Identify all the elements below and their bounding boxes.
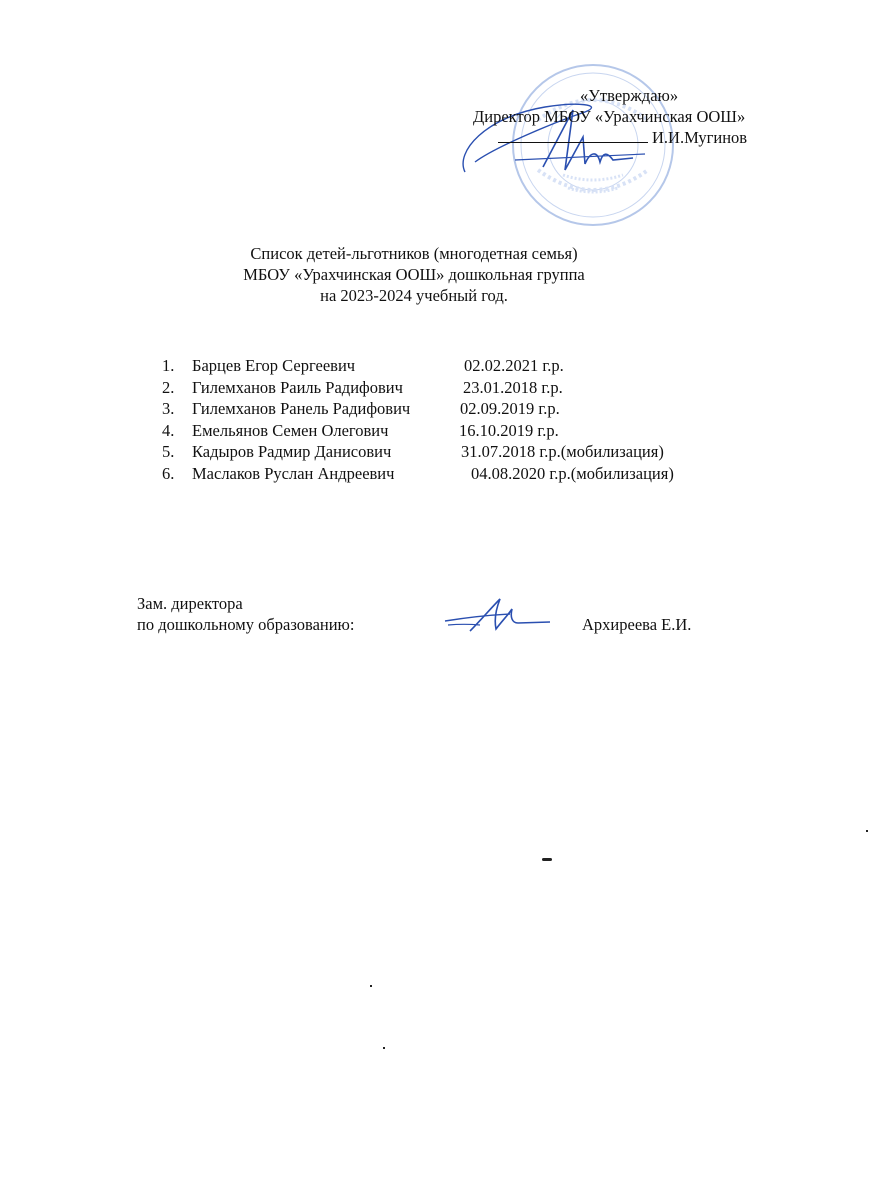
birth-date: 02.02.2021 г.р. [464,356,564,375]
birth-date: 23.01.2018 г.р. [463,377,563,397]
list-item [162,441,674,463]
children-list [162,355,674,484]
scan-speck [370,985,372,987]
footer-position-line-2: по дошкольному образованию: [137,615,355,634]
item-number: 1. [162,356,175,375]
child-name: Гилемханов Ранель Радифович [192,399,411,418]
approval-heading: «Утверждаю» [580,86,679,105]
list-item [162,377,674,399]
deputy-signature [440,595,555,640]
item-number: 5. [162,442,175,461]
title-line-1: Список детей-льготников (многодетная семья) [250,244,578,263]
item-number: 2. [162,377,175,397]
child-name: Барцев Егор Сергеевич [192,356,356,375]
birth-date: 16.10.2019 г.р. [459,420,559,440]
title-line-2: МБОУ «Урахчинская ООШ» дошкольная группа [243,265,585,284]
child-name: Маслаков Руслан Андреевич [192,463,395,483]
list-item [162,463,674,485]
child-name: Емельянов Семен Олегович [192,420,389,440]
footer-position-line-1: Зам. директора [137,594,243,613]
title-line-3: на 2023-2024 учебный год. [320,286,508,305]
approval-position: Директор МБОУ «Урахчинская ООШ» [473,107,746,126]
birth-date: 02.09.2019 г.р. [460,399,560,418]
document-title [0,243,873,306]
scan-speck [383,1047,385,1049]
birth-date: 31.07.2018 г.р.(мобилизация) [461,442,664,461]
child-name: Гилемханов Раиль Радифович [192,377,403,397]
item-number: 6. [162,463,175,483]
approval-signer-name: И.И.Мугинов [652,128,748,147]
scan-speck [542,858,552,861]
footer-position [137,593,354,635]
birth-date: 04.08.2020 г.р.(мобилизация) [471,463,674,483]
approval-signer [440,127,860,148]
item-number: 4. [162,420,175,440]
footer-signer-name: Архиреева Е.И. [582,615,692,634]
approval-block [440,85,860,148]
scan-speck [866,830,868,832]
child-name: Кадыров Радмир Данисович [192,442,392,461]
item-number: 3. [162,399,175,418]
signature-line [498,128,648,143]
list-item [162,420,674,442]
list-item [162,398,674,420]
list-item [162,355,674,377]
